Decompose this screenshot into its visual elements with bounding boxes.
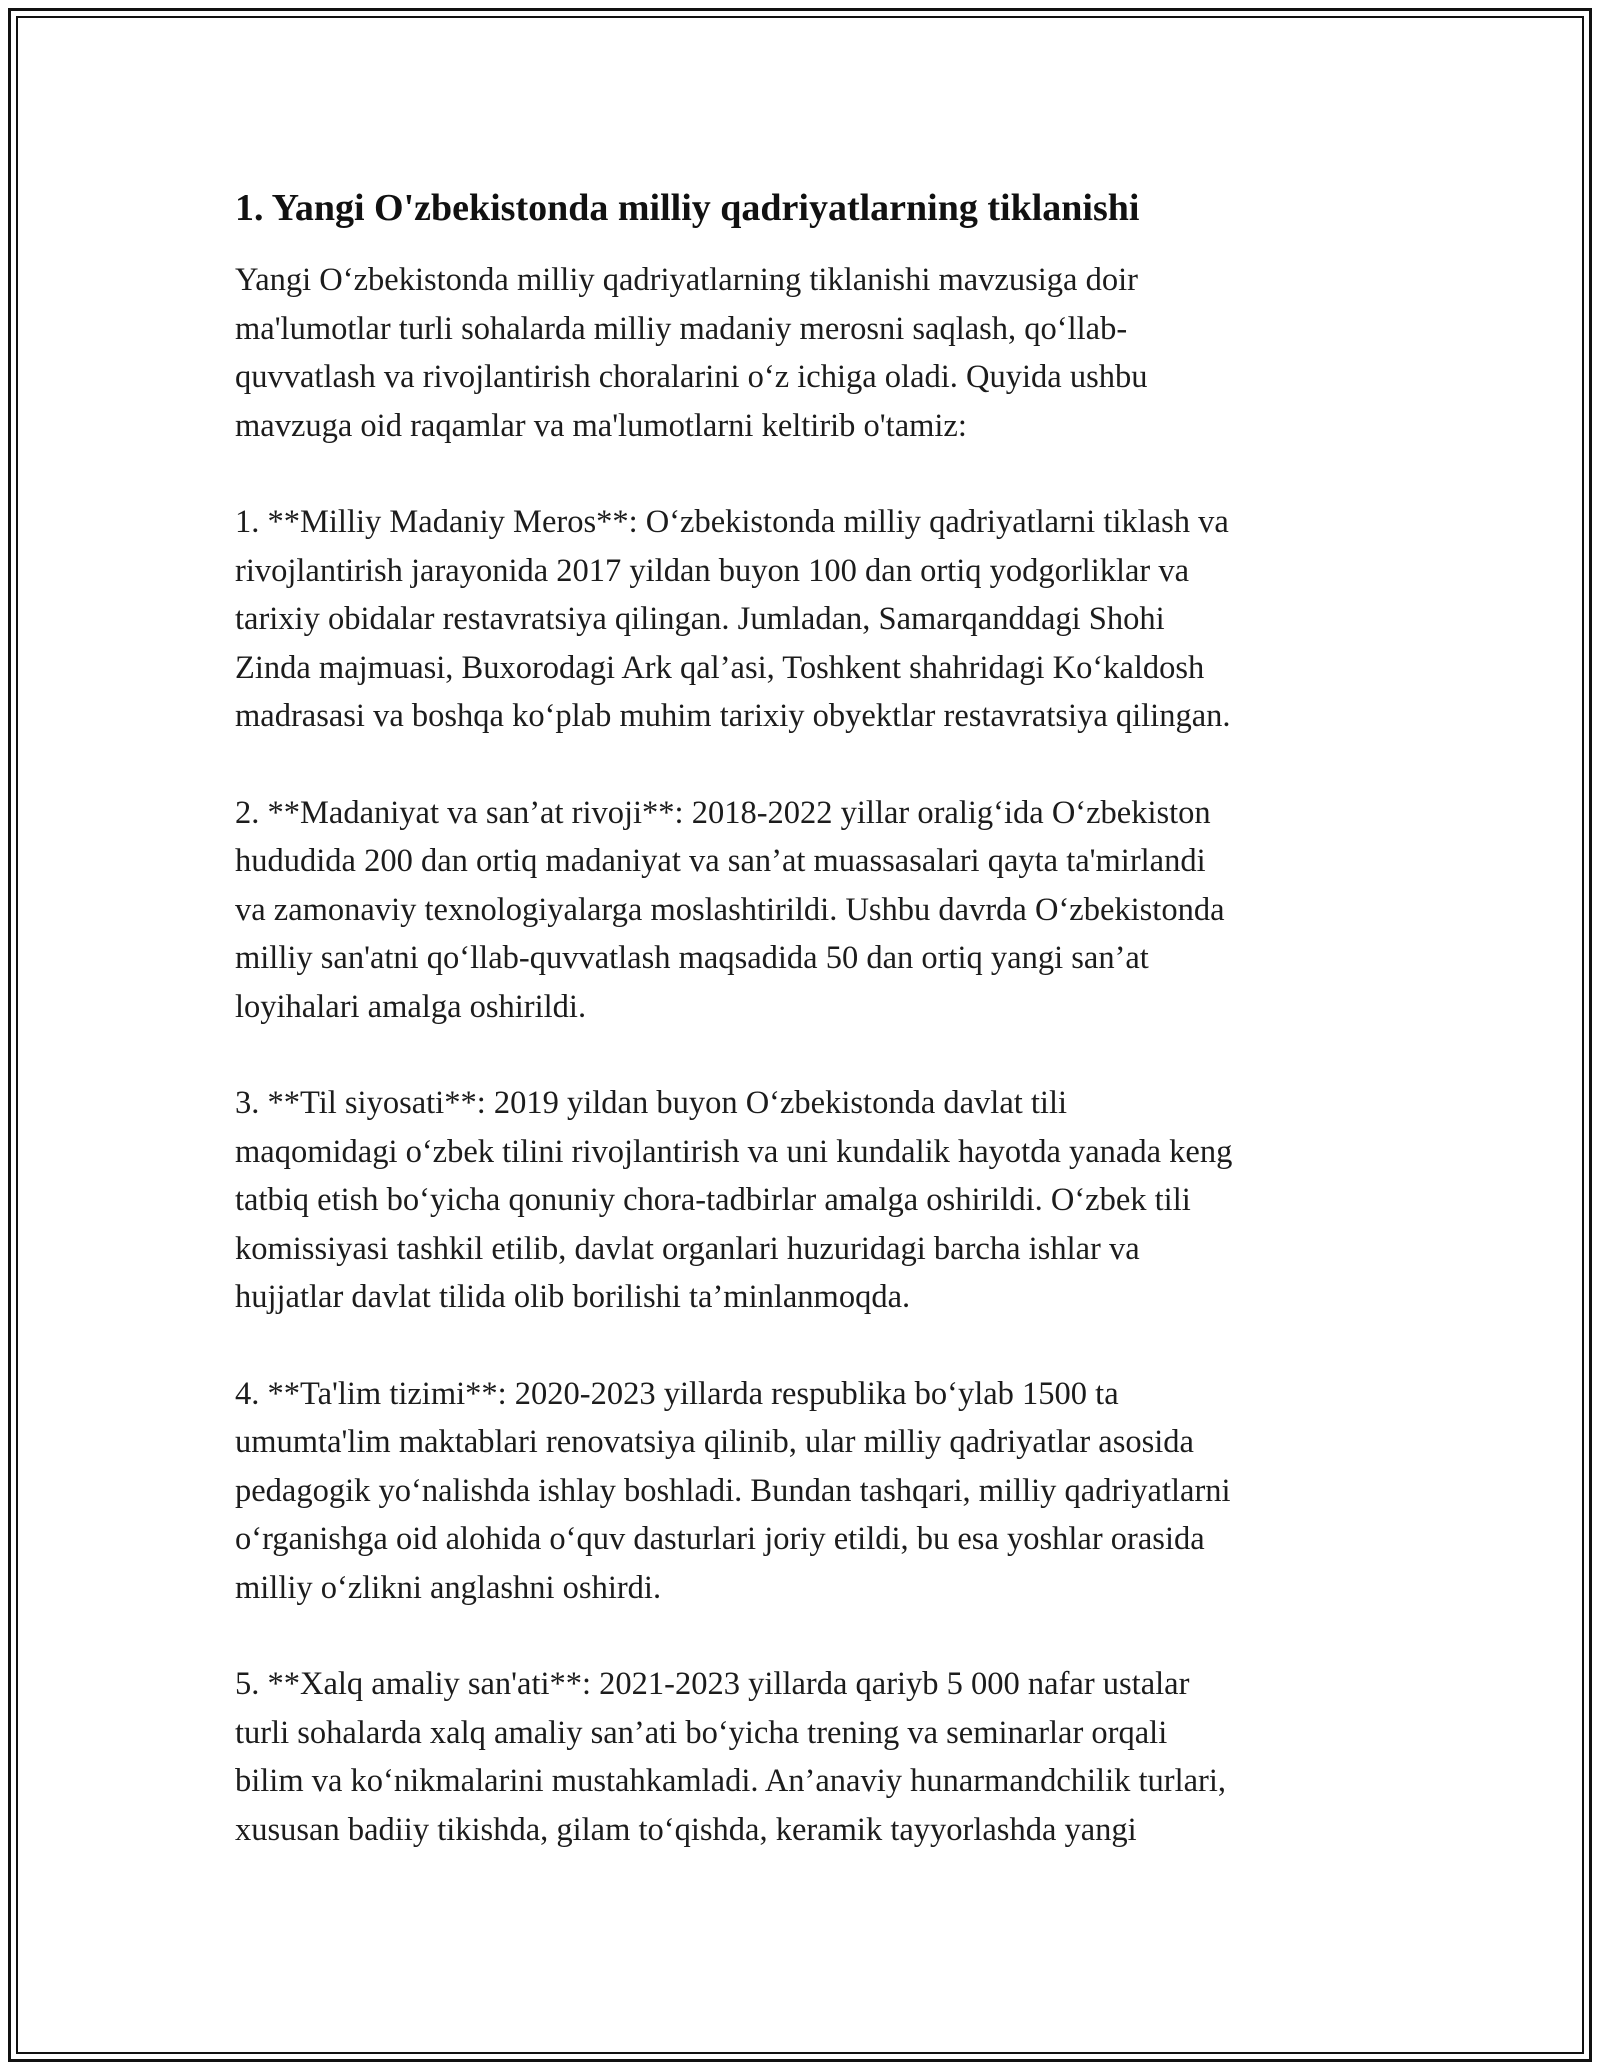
paragraph-line: milliy san'atni qoʻllab-quvvatlash maqsadida 50 dan ortiq yangi san’at [235, 940, 1149, 976]
paragraph-line: 2. **Madaniyat va san’at rivoji**: 2018-2022 yillar oraligʻida Oʻzbekiston [235, 794, 1211, 831]
paragraph-line: ma'lumotlar turli sohalarda milliy madaniy merosni saqlash, qoʻllab- [235, 310, 1128, 347]
paragraph-line: pedagogik yoʻnalishda ishlay boshladi. Bundan tashqari, milliy qadriyatlarni [235, 1472, 1231, 1509]
paragraph-line: 4. **Ta'lim tizimi**: 2020-2023 yillarda respublika boʻylab 1500 ta [235, 1375, 1119, 1412]
paragraph-line: Yangi Oʻzbekistonda milliy qadriyatlarning tiklanishi mavzusiga doir [235, 262, 1138, 298]
paragraph-line: hududida 200 dan ortiq madaniyat va san’at muassasalari qayta ta'mirlandi [235, 843, 1206, 879]
section-heritage-paragraph [235, 498, 1370, 741]
paragraph-line: bilim va koʻnikmalarini mustahkamladi. An’anaviy hunarmandchilik turlari, [235, 1763, 1227, 1799]
paragraph-line: oʻrganishga oid alohida oʻquv dasturlari joriy etildi, bu esa yoshlar orasida [235, 1521, 1205, 1557]
section-language-paragraph [235, 1079, 1370, 1322]
paragraph-line: turli sohalarda xalq amaliy san’ati boʻyicha trening va seminarlar orqali [235, 1714, 1168, 1751]
paragraph-line: madrasasi va boshqa koʻplab muhim tarixiy obyektlar restavratsiya qilingan. [235, 698, 1231, 734]
paragraph-line: va zamonaviy texnologiyalarga moslashtirildi. Ushbu davrda Oʻzbekistonda [235, 891, 1225, 928]
paragraph-line: 5. **Xalq amaliy san'ati**: 2021-2023 yillarda qariyb 5 000 nafar ustalar [235, 1666, 1190, 1702]
paragraph-line: 3. **Til siyosati**: 2019 yildan buyon Oʻzbekistonda davlat tili [235, 1085, 1068, 1121]
paragraph-line: rivojlantirish jarayonida 2017 yildan buyon 100 dan ortiq yodgorliklar va [235, 552, 1190, 589]
paragraph-line: milliy oʻzlikni anglashni oshirdi. [235, 1569, 662, 1606]
intro-paragraph [235, 256, 1370, 450]
section-culture-paragraph [235, 789, 1370, 1032]
paragraph-line: tatbiq etish boʻyicha qonuniy chora-tadbirlar amalga oshirildi. Oʻzbek tili [235, 1182, 1191, 1218]
paragraph-line: komissiyasi tashkil etilib, davlat organlari huzuridagi barcha ishlar va [235, 1230, 1140, 1267]
paragraph-line: loyihalari amalga oshirildi. [235, 988, 587, 1025]
document-title: 1. Yangi O'zbekistonda milliy qadriyatlarning tiklanishi [235, 187, 1140, 229]
paragraph-line: Zinda majmuasi, Buxorodagi Ark qal’asi, Toshkent shahridagi Koʻkaldosh [235, 649, 1205, 686]
paragraph-line: maqomidagi oʻzbek tilini rivojlantirish va uni kundalik hayotda yanada keng [235, 1133, 1233, 1170]
section-education-paragraph [235, 1370, 1370, 1613]
paragraph-line: umumta'lim maktablari renovatsiya qilinib, ular milliy qadriyatlar asosida [235, 1424, 1194, 1460]
paragraph-line: mavzuga oid raqamlar va ma'lumotlarni keltirib o'tamiz: [235, 407, 967, 444]
paragraph-line: hujjatlar davlat tilida olib borilishi ta’minlanmoqda. [235, 1279, 911, 1315]
paragraph-line: 1. **Milliy Madaniy Meros**: Oʻzbekistonda milliy qadriyatlarni tiklash va [235, 504, 1229, 540]
section-folk-art-paragraph [235, 1660, 1370, 1854]
paragraph-line: xususan badiiy tikishda, gilam toʻqishda, keramik tayyorlashda yangi [235, 1811, 1137, 1848]
paragraph-line: tarixiy obidalar restavratsiya qilingan. Jumladan, Samarqanddagi Shohi [235, 601, 1165, 637]
document-body [235, 184, 1370, 1902]
paragraph-line: quvvatlash va rivojlantirish choralarini oʻz ichiga oladi. Quyida ushbu [235, 359, 1148, 395]
